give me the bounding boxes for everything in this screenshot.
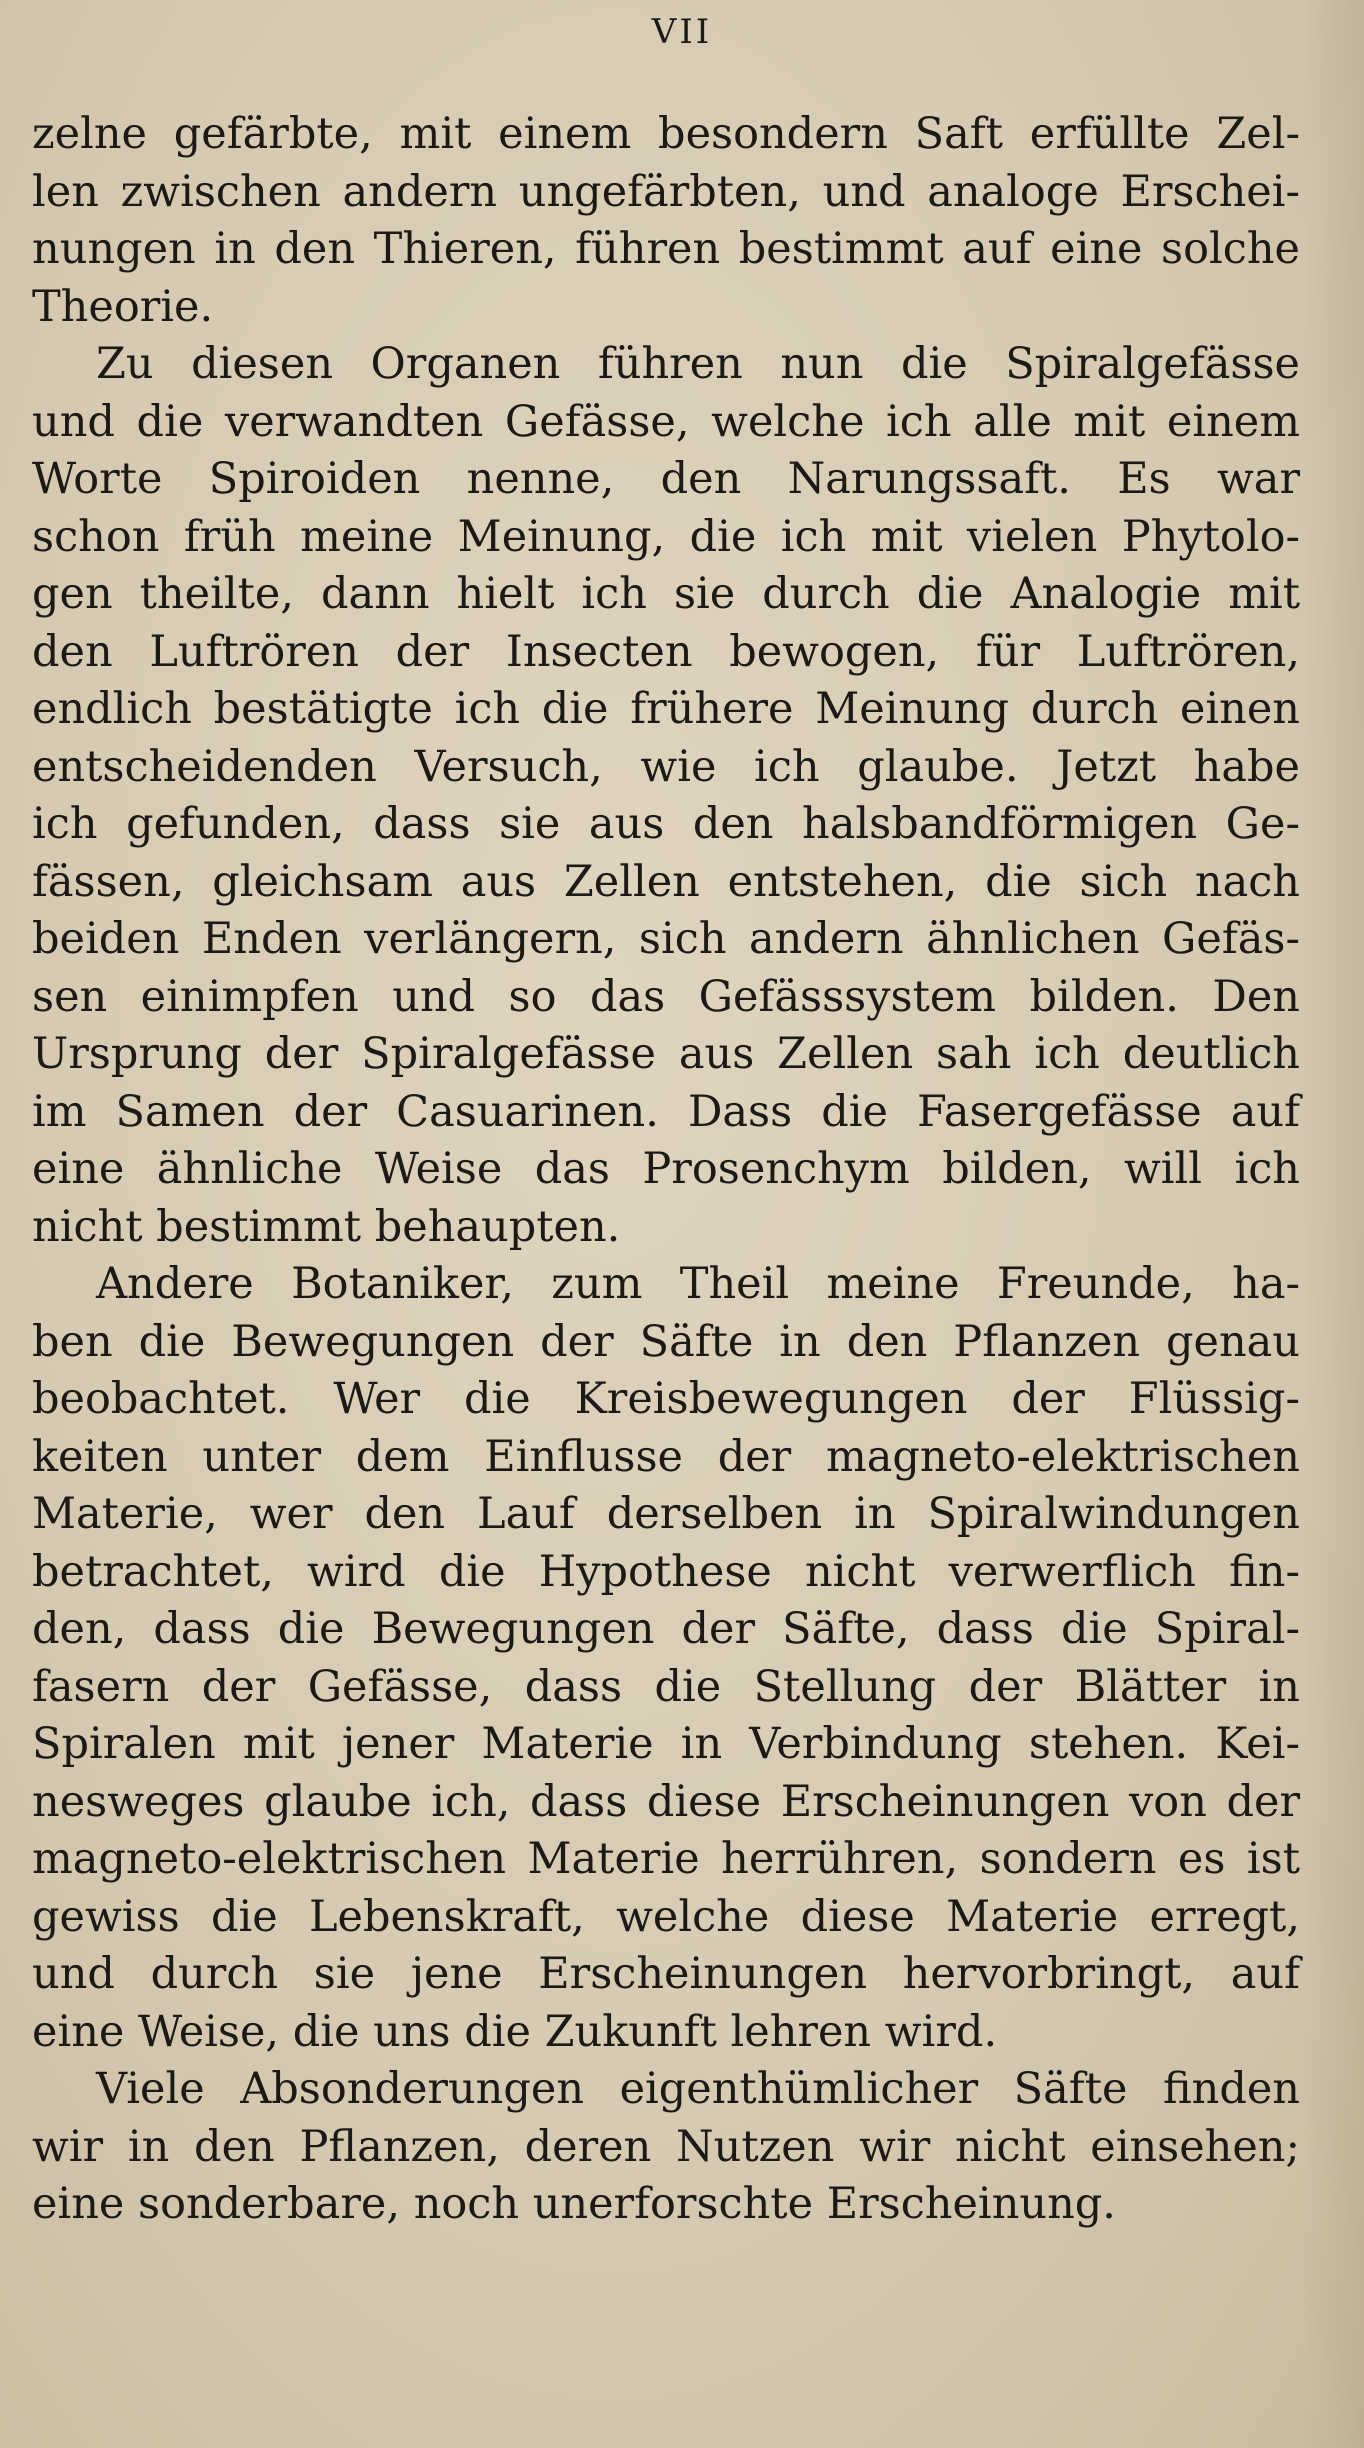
text-line: Zu diesen Organen führen nun die Spiralgefässe bbox=[96, 339, 1300, 389]
text-line: zelne gefärbte, mit einem besondern Saft erfüllte Zel- bbox=[32, 109, 1300, 159]
text-line: Worte Spiroiden nenne, den Narungssaft. Es war bbox=[32, 454, 1300, 504]
text-line: nicht bestimmt behaupten. bbox=[32, 1201, 621, 1252]
page-number: VII bbox=[651, 12, 713, 52]
text-line: sen einimpfen und so das Gefässsystem bilden. Den bbox=[32, 971, 1300, 1022]
text-line: Materie, wer den Lauf derselben in Spiralwindungen bbox=[32, 1489, 1300, 1539]
text-line: nungen in den Thieren, führen bestimmt auf eine solche bbox=[32, 224, 1300, 274]
text-line: keiten unter dem Einflusse der magneto-elektrischen bbox=[32, 1431, 1300, 1482]
text-line: Viele Absonderungen eigenthümlicher Säfte finden bbox=[96, 2064, 1300, 2114]
text-line: und durch sie jene Erscheinungen hervorbringt, auf bbox=[32, 1949, 1300, 1999]
text-line: und die verwandten Gefässe, welche ich alle mit einem bbox=[32, 396, 1300, 447]
text-line: ben die Bewegungen der Säfte in den Pflanzen genau bbox=[32, 1316, 1300, 1367]
text-line: fässen, gleichsam aus Zellen entstehen, die sich nach bbox=[32, 856, 1300, 907]
text-line: wir in den Pflanzen, deren Nutzen wir nicht einsehen; bbox=[32, 2121, 1300, 2172]
text-line: fasern der Gefässe, dass die Stellung der Blätter in bbox=[32, 1661, 1300, 1712]
text-line: eine sonderbare, noch unerforschte Erscheinung. bbox=[32, 2179, 1116, 2229]
text-line: schon früh meine Meinung, die ich mit vielen Phytolo- bbox=[32, 511, 1300, 562]
text-line: ich gefunden, dass sie aus den halsbandförmigen Ge- bbox=[32, 799, 1300, 849]
text-line: Spiralen mit jener Materie in Verbindung stehen. Kei- bbox=[32, 1719, 1300, 1769]
text-line: magneto-elektrischen Materie herrühren, sondern es ist bbox=[32, 1834, 1300, 1884]
text-line: eine ähnliche Weise das Prosenchym bilden, will ich bbox=[32, 1144, 1300, 1194]
text-line: gewiss die Lebenskraft, welche diese Materie erregt, bbox=[32, 1891, 1300, 1942]
text-line: Theorie. bbox=[32, 281, 214, 332]
text-line: im Samen der Casuarinen. Dass die Fasergefässe auf bbox=[32, 1086, 1300, 1137]
text-line: beobachtet. Wer die Kreisbewegungen der Flüssig- bbox=[32, 1374, 1300, 1424]
body-text bbox=[32, 106, 1300, 2234]
text-line: endlich bestätigte ich die frühere Meinung durch einen bbox=[32, 684, 1300, 734]
text-line: gen theilte, dann hielt ich sie durch die Analogie mit bbox=[32, 569, 1300, 619]
text-line: den Luftrören der Insecten bewogen, für Luftrören, bbox=[32, 626, 1300, 677]
text-line: eine Weise, die uns die Zukunft lehren wird. bbox=[32, 2006, 998, 2057]
text-line: nesweges glaube ich, dass diese Erscheinungen von der bbox=[32, 1776, 1300, 1827]
text-line: entscheidenden Versuch, wie ich glaube. Jetzt habe bbox=[32, 741, 1300, 792]
text-line: Ursprung der Spiralgefässe aus Zellen sah ich deutlich bbox=[32, 1029, 1300, 1079]
text-line: betrachtet, wird die Hypothese nicht verwerflich fin- bbox=[32, 1546, 1300, 1597]
text-line: len zwischen andern ungefärbten, und analoge Erschei- bbox=[32, 166, 1300, 217]
text-line: beiden Enden verlängern, sich andern ähnlichen Gefäs- bbox=[32, 914, 1300, 964]
text-line: Andere Botaniker, zum Theil meine Freunde, ha- bbox=[96, 1259, 1300, 1309]
text-line: den, dass die Bewegungen der Säfte, dass die Spiral- bbox=[32, 1604, 1300, 1654]
